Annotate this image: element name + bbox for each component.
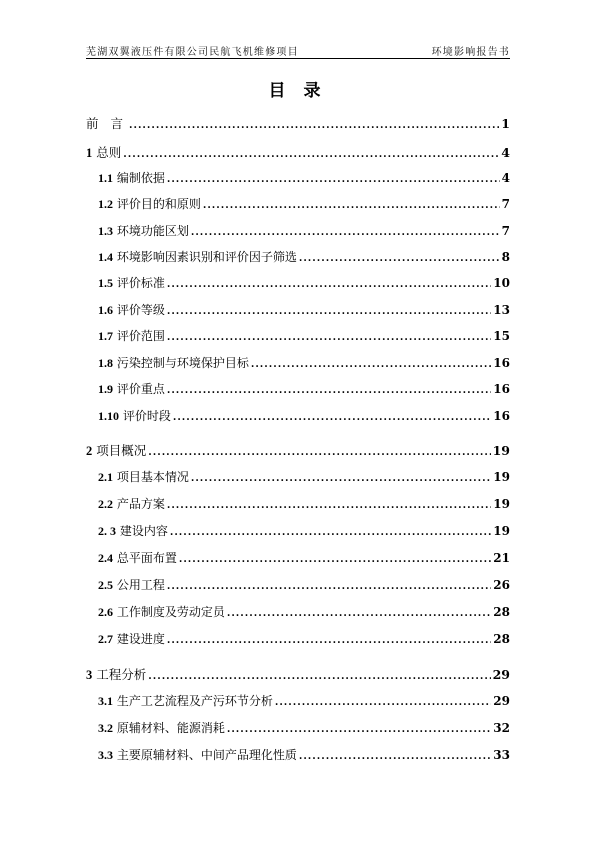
header-document-type: 环境影响报告书 bbox=[431, 47, 510, 58]
toc-entry-number: 1.10 bbox=[98, 409, 119, 423]
toc-entry-text: 评价范围 bbox=[116, 329, 165, 343]
toc-entry-2-7[interactable] bbox=[98, 630, 510, 647]
toc-page-number: 29 bbox=[492, 667, 510, 682]
toc-entry-number: 1.9 bbox=[98, 382, 113, 396]
toc-entry-text: 工作制度及劳动定员 bbox=[116, 605, 225, 619]
toc-leader-dots bbox=[299, 253, 500, 264]
toc-entry-text: 建设进度 bbox=[116, 632, 165, 646]
toc-page-number: 8 bbox=[501, 250, 510, 264]
toc-entry-text: 评价标准 bbox=[116, 276, 165, 290]
toc-entry-text: 工程分析 bbox=[96, 667, 147, 682]
toc-entry-text: 评价时段 bbox=[122, 409, 171, 423]
toc-entry-2-3[interactable] bbox=[98, 522, 510, 539]
toc-page-number: 32 bbox=[493, 721, 510, 735]
toc-page-number: 4 bbox=[501, 171, 510, 185]
toc-entry-number: 3.1 bbox=[98, 694, 113, 708]
toc-entry-chapter-1[interactable] bbox=[86, 143, 510, 161]
toc-entry-text: 评价等级 bbox=[116, 303, 165, 317]
toc-entry-text: 建设内容 bbox=[119, 524, 168, 538]
toc-entry-1-8[interactable] bbox=[98, 354, 510, 371]
toc-entry-number: 1.6 bbox=[98, 303, 113, 317]
toc-entry-text: 项目基本情况 bbox=[116, 470, 189, 484]
toc-page-number: 28 bbox=[493, 605, 510, 619]
toc-page-number: 29 bbox=[493, 694, 510, 708]
toc-page-number: 19 bbox=[492, 443, 510, 458]
toc-entry-number: 2.2 bbox=[98, 497, 113, 511]
toc-entry-3-3[interactable] bbox=[98, 746, 510, 763]
toc-entry-number: 1.8 bbox=[98, 356, 113, 370]
toc-page-number: 33 bbox=[493, 748, 510, 762]
toc-entry-1-3[interactable] bbox=[98, 222, 510, 239]
toc-entry-1-4[interactable] bbox=[98, 248, 510, 265]
toc-entry-1-1[interactable] bbox=[98, 169, 510, 186]
toc-entry-text: 原辅材料、能源消耗 bbox=[116, 721, 225, 735]
toc-entry-text: 主要原辅材料、中间产品理化性质 bbox=[116, 748, 297, 762]
toc-entry-number: 3 bbox=[86, 668, 93, 682]
toc-page-number: 4 bbox=[501, 145, 510, 160]
toc-page-number: 26 bbox=[493, 578, 510, 592]
toc-entry-text: 污染控制与环境保护目标 bbox=[116, 356, 249, 370]
toc-entry-preface[interactable] bbox=[86, 114, 510, 132]
toc-entry-3-1[interactable] bbox=[98, 692, 510, 709]
toc-entry-text: 生产工艺流程及产污环节分析 bbox=[116, 694, 273, 708]
toc-entry-number: 1.1 bbox=[98, 171, 113, 185]
toc-page-number: 16 bbox=[493, 382, 510, 396]
toc-entry-2-2[interactable] bbox=[98, 495, 510, 512]
toc-entry-number: 2.1 bbox=[98, 470, 113, 484]
toc-entry-text: 产品方案 bbox=[116, 497, 165, 511]
toc-leader-dots bbox=[167, 306, 491, 317]
toc-leader-dots bbox=[251, 359, 491, 370]
toc-entry-number: 1.7 bbox=[98, 329, 113, 343]
toc-entry-text: 项目概况 bbox=[96, 443, 147, 458]
toc-entry-number: 2.4 bbox=[98, 551, 113, 565]
toc-entry-1-9[interactable] bbox=[98, 380, 510, 397]
toc-page-number: 7 bbox=[501, 197, 510, 211]
toc-entry-number: 1.4 bbox=[98, 250, 113, 264]
toc-leader-dots bbox=[167, 500, 491, 511]
toc-entry-number: 1.5 bbox=[98, 276, 113, 290]
toc-leader-dots bbox=[227, 608, 491, 619]
toc-entry-chapter-2[interactable] bbox=[86, 441, 510, 459]
toc-entry-2-4[interactable] bbox=[98, 549, 510, 566]
toc-page-number: 7 bbox=[501, 224, 510, 238]
toc-leader-dots bbox=[148, 671, 490, 682]
toc-entry-chapter-3[interactable] bbox=[86, 665, 510, 683]
toc-leader-dots bbox=[148, 447, 490, 458]
toc-page-number: 16 bbox=[493, 356, 510, 370]
toc-entry-2-1[interactable] bbox=[98, 468, 510, 485]
toc-leader-dots bbox=[191, 473, 491, 484]
toc-entry-number: 2 bbox=[86, 444, 93, 458]
toc-entry-number: 1.2 bbox=[98, 197, 113, 211]
toc-leader-dots bbox=[275, 697, 491, 708]
toc-leader-dots bbox=[167, 385, 491, 396]
toc-leader-dots bbox=[129, 120, 499, 131]
toc-entry-text: 前 言 bbox=[86, 116, 127, 131]
toc-entry-1-2[interactable] bbox=[98, 195, 510, 212]
toc-leader-dots bbox=[170, 527, 491, 538]
toc-leader-dots bbox=[167, 279, 491, 290]
toc-entry-number: 2.6 bbox=[98, 605, 113, 619]
toc-entry-text: 总则 bbox=[96, 145, 122, 160]
toc-page-number: 1 bbox=[501, 116, 510, 131]
toc-leader-dots bbox=[167, 332, 491, 343]
toc-entry-1-7[interactable] bbox=[98, 327, 510, 344]
toc-entry-text: 评价目的和原则 bbox=[116, 197, 201, 211]
toc-page-number: 21 bbox=[493, 551, 510, 565]
page-title: 目 录 bbox=[268, 81, 327, 101]
toc-leader-dots bbox=[227, 724, 491, 735]
toc-leader-dots bbox=[191, 227, 500, 238]
running-header bbox=[86, 42, 510, 59]
toc-leader-dots bbox=[167, 174, 500, 185]
toc-entry-number: 1.3 bbox=[98, 224, 113, 238]
toc-entry-text: 环境影响因素识别和评价因子筛选 bbox=[116, 250, 297, 264]
toc-entry-3-2[interactable] bbox=[98, 719, 510, 736]
toc-entry-number: 1 bbox=[86, 146, 93, 160]
toc-page-number: 13 bbox=[493, 303, 510, 317]
toc-entry-number: 2.5 bbox=[98, 578, 113, 592]
toc-page-number: 16 bbox=[493, 409, 510, 423]
toc-leader-dots bbox=[203, 200, 500, 211]
toc-entry-1-10[interactable] bbox=[98, 407, 510, 424]
toc-leader-dots bbox=[167, 581, 491, 592]
toc-page-number: 10 bbox=[493, 276, 510, 290]
toc-leader-dots bbox=[167, 635, 491, 646]
toc-entry-number: 3.2 bbox=[98, 721, 113, 735]
toc-entry-1-5[interactable] bbox=[98, 274, 510, 291]
toc-entry-text: 编制依据 bbox=[116, 171, 165, 185]
toc-leader-dots bbox=[179, 554, 491, 565]
toc-entry-text: 总平面布置 bbox=[116, 551, 177, 565]
toc-entry-text: 评价重点 bbox=[116, 382, 165, 396]
toc-page-number: 15 bbox=[493, 329, 510, 343]
toc-leader-dots bbox=[123, 149, 499, 160]
toc-entry-1-6[interactable] bbox=[98, 301, 510, 318]
toc-entry-text: 环境功能区划 bbox=[116, 224, 189, 238]
toc-page-number: 19 bbox=[493, 497, 510, 511]
toc-entry-2-6[interactable] bbox=[98, 603, 510, 620]
toc-leader-dots bbox=[173, 412, 491, 423]
toc-entry-number: 2.7 bbox=[98, 632, 113, 646]
toc-page-number: 19 bbox=[493, 470, 510, 484]
toc-entry-2-5[interactable] bbox=[98, 576, 510, 593]
toc-entry-number: 3.3 bbox=[98, 748, 113, 762]
toc-leader-dots bbox=[299, 751, 491, 762]
toc-entry-text: 公用工程 bbox=[116, 578, 165, 592]
toc-entry-number: 2. 3 bbox=[98, 524, 116, 538]
header-project-name: 芜湖双翼液压件有限公司民航飞机维修项目 bbox=[86, 47, 299, 58]
toc-page-number: 28 bbox=[493, 632, 510, 646]
toc-page-number: 19 bbox=[493, 524, 510, 538]
